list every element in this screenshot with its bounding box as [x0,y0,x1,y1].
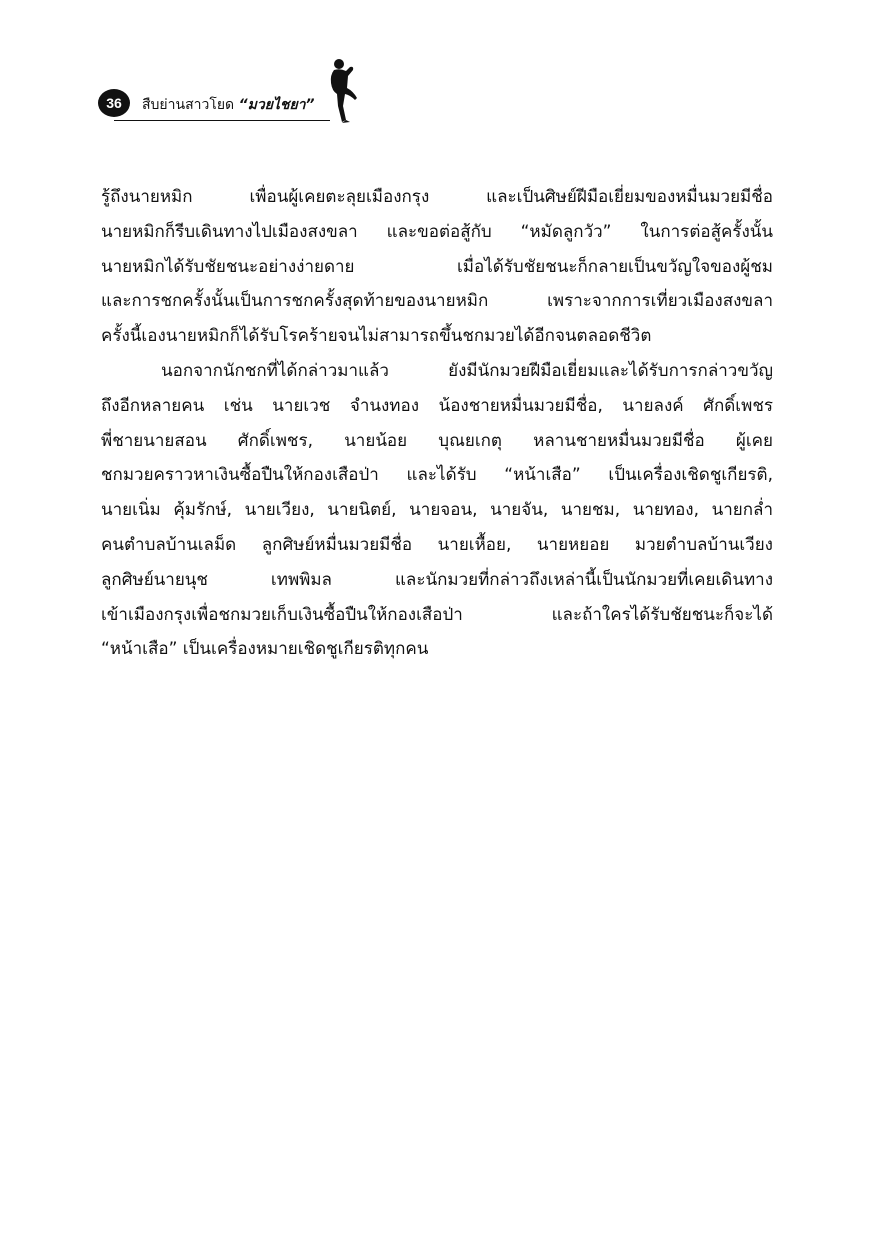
header-rule [114,120,330,121]
text-line: พี่ชายนายสอน ศักดิ์เพชร, นายน้อย บุณยเกตุ หลานชายหมื่นมวยมีชื่อ ผู้เคย [101,430,773,451]
running-title [142,94,315,116]
text-line: รู้ถึงนายหมิก เพื่อนผู้เคยตะลุยเมืองกรุง และเป็นศิษย์ฝีมือเยี่ยมของหมื่นมวยมีชื่อ [101,187,773,207]
page-number-badge: 36 [98,89,130,117]
text-line: ถึงอีกหลายคน เช่น นายเวช จำนงทอง น้องชายหมื่นมวยมีชื่อ, นายลงค์ ศักดิ์เพชร [101,395,773,416]
text-line: ครั้งนี้เองนายหมิกก็ได้รับโรคร้ายจนไม่สามารถขึ้นชกมวยได้อีกจนตลอดชีวิต [101,326,652,347]
text-line: นายหมิกได้รับชัยชนะอย่างง่ายดาย เมื่อได้รับชัยชนะก็กลายเป็นขวัญใจของผู้ชม [101,256,773,277]
text-line: และการชกครั้งนั้นเป็นการชกครั้งสุดท้ายของนายหมิก เพราะจากการเที่ยวเมืองสงขลา [101,291,773,312]
body-text [101,180,773,667]
text-line: นอกจากนักชกที่ได้กล่าวมาแล้ว ยังมีนักมวยฝีมือเยี่ยมและได้รับการกล่าวขวัญ [161,360,773,381]
text-line: คนตำบลบ้านเลม็ด ลูกศิษย์หมื่นมวยมีชื่อ นายเหื้อย, นายหยอย มวยตำบลบ้านเวียง [101,534,773,555]
running-title-emphasis: “มวยไชยา” [238,97,315,113]
running-header [98,58,398,128]
text-line: นายเนิ่ม คุ้มรักษ์, นายเวียง, นายนิตย์, นายจอน, นายจัน, นายชม, นายทอง, นายกล่ำ [101,500,773,521]
running-title-text: สืบย่านสาวโยด [142,97,239,113]
text-line: เข้าเมืองกรุงเพื่อชกมวยเก็บเงินซื้อปืนให้กองเสือป่า และถ้าใครได้รับชัยชนะก็จะได้ [101,604,773,625]
text-line: “หน้าเสือ” เป็นเครื่องหมายเชิดชูเกียรติทุกคน [101,639,429,660]
text-line: ลูกศิษย์นายนุช เทพพิมล และนักมวยที่กล่าวถึงเหล่านี้เป็นนักมวยที่เคยเดินทาง [101,569,773,590]
text-line: นายหมิกก็รีบเดินทางไปเมืองสงขลา และขอต่อสู้กับ “หมัดลูกวัว” ในการต่อสู้ครั้งนั้น [101,221,773,242]
boxer-silhouette-icon [326,58,360,124]
text-line: ชกมวยคราวหาเงินซื้อปืนให้กองเสือป่า และได้รับ “หน้าเสือ” เป็นเครื่องเชิดชูเกียรติ, [101,465,773,486]
